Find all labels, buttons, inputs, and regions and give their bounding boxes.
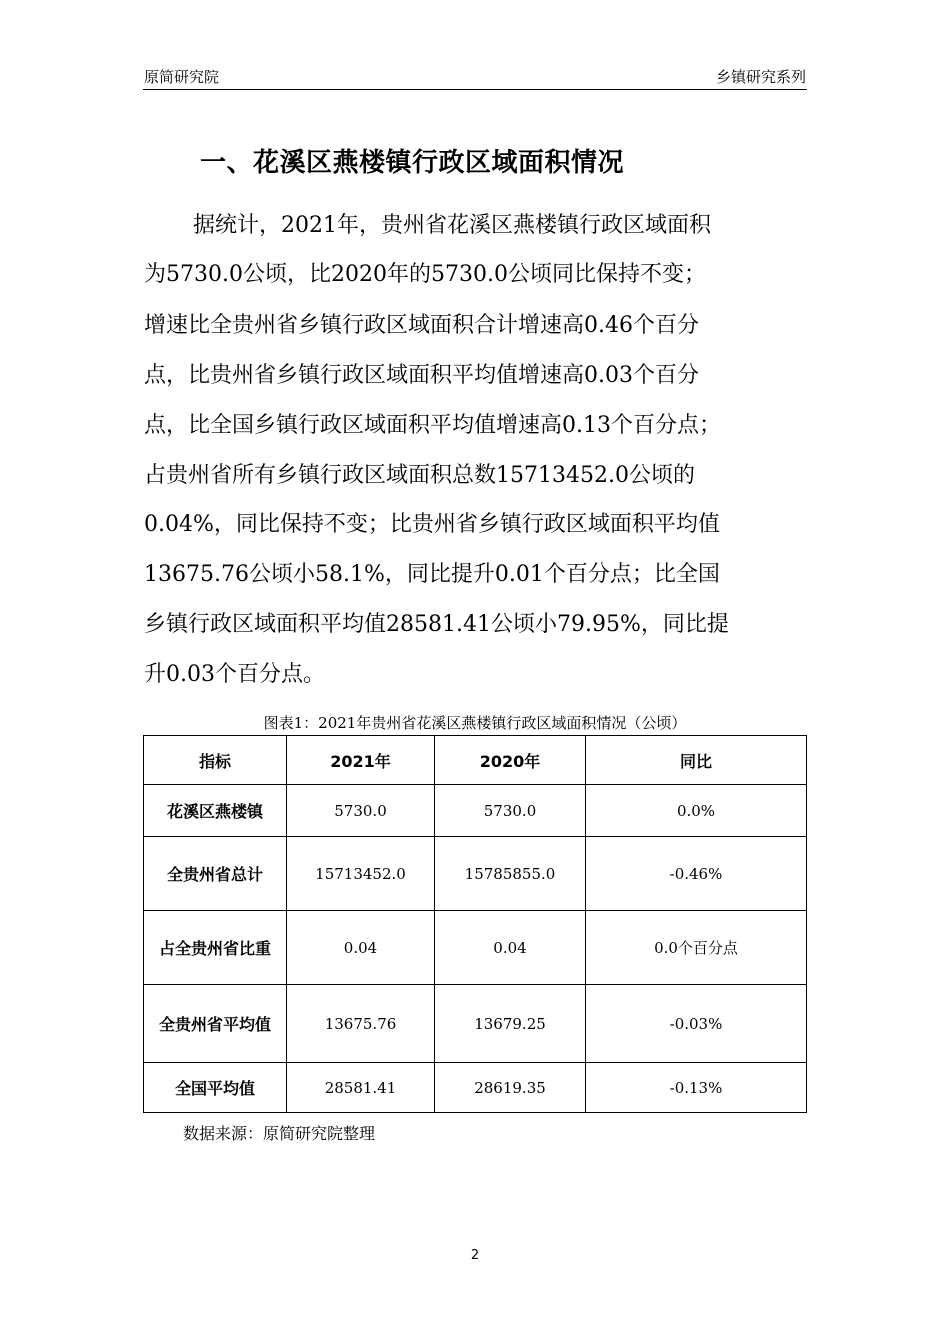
table-cell: 0.04 — [287, 911, 435, 985]
section-title: 一、花溪区燕楼镇行政区域面积情况 — [200, 148, 625, 178]
table-cell: 0.0% — [586, 785, 807, 837]
header-series-name: 乡镇研究系列 — [715, 68, 806, 86]
column-header: 同比 — [586, 736, 807, 785]
paragraph-line: 占贵州省所有乡镇行政区域面积总数15713452.0公顷的 — [144, 463, 695, 488]
column-header: 指标 — [144, 736, 287, 785]
paragraph-line: 升0.03个百分点。 — [144, 662, 325, 687]
table-cell: 28619.35 — [435, 1063, 586, 1113]
table-cell: 5730.0 — [435, 785, 586, 837]
row-label: 全国平均值 — [144, 1063, 287, 1113]
table-cell: 0.04 — [435, 911, 586, 985]
paragraph-line: 13675.76公顷小58.1%，同比提升0.01个百分点；比全国 — [144, 562, 720, 587]
table-cell: -0.46% — [586, 837, 807, 911]
paragraph-line: 点，比贵州省乡镇行政区域面积平均值增速高0.03个百分 — [144, 363, 699, 388]
page-number: 2 — [470, 1248, 480, 1263]
table-cell: 15713452.0 — [287, 837, 435, 911]
table-header-row — [144, 736, 807, 785]
paragraph-line: 据统计，2021年，贵州省花溪区燕楼镇行政区域面积 — [193, 213, 711, 238]
paragraph-line: 为5730.0公顷，比2020年的5730.0公顷同比保持不变； — [144, 262, 706, 287]
table-cell: -0.13% — [586, 1063, 807, 1113]
table-cell: 5730.0 — [287, 785, 435, 837]
column-header: 2021年 — [287, 736, 435, 785]
table-row — [144, 911, 807, 985]
table-row — [144, 837, 807, 911]
row-label: 占全贵州省比重 — [144, 911, 287, 985]
row-label: 全贵州省总计 — [144, 837, 287, 911]
row-label: 花溪区燕楼镇 — [144, 785, 287, 837]
paragraph-line: 0.04%，同比保持不变；比贵州省乡镇行政区域面积平均值 — [144, 512, 720, 537]
table-row — [144, 1063, 807, 1113]
row-label: 全贵州省平均值 — [144, 985, 287, 1063]
table-row — [144, 985, 807, 1063]
header-divider — [143, 89, 807, 90]
table-cell: -0.03% — [586, 985, 807, 1063]
area-data-table — [143, 735, 807, 1113]
paragraph-line: 乡镇行政区域面积平均值28581.41公顷小79.95%，同比提 — [144, 612, 729, 637]
table-caption: 图表1：2021年贵州省花溪区燕楼镇行政区域面积情况（公顷） — [263, 714, 687, 732]
paragraph-line: 增速比全贵州省乡镇行政区域面积合计增速高0.46个百分 — [144, 313, 699, 338]
table-cell: 28581.41 — [287, 1063, 435, 1113]
table-row — [144, 785, 807, 837]
table-cell: 13675.76 — [287, 985, 435, 1063]
paragraph-line: 点，比全国乡镇行政区域面积平均值增速高0.13个百分点； — [144, 413, 721, 438]
data-source-note: 数据来源：原简研究院整理 — [183, 1124, 376, 1143]
table-cell: 13679.25 — [435, 985, 586, 1063]
column-header: 2020年 — [435, 736, 586, 785]
table-cell: 0.0个百分点 — [586, 911, 807, 985]
header-org-name: 原简研究院 — [144, 68, 220, 86]
table-cell: 15785855.0 — [435, 837, 586, 911]
